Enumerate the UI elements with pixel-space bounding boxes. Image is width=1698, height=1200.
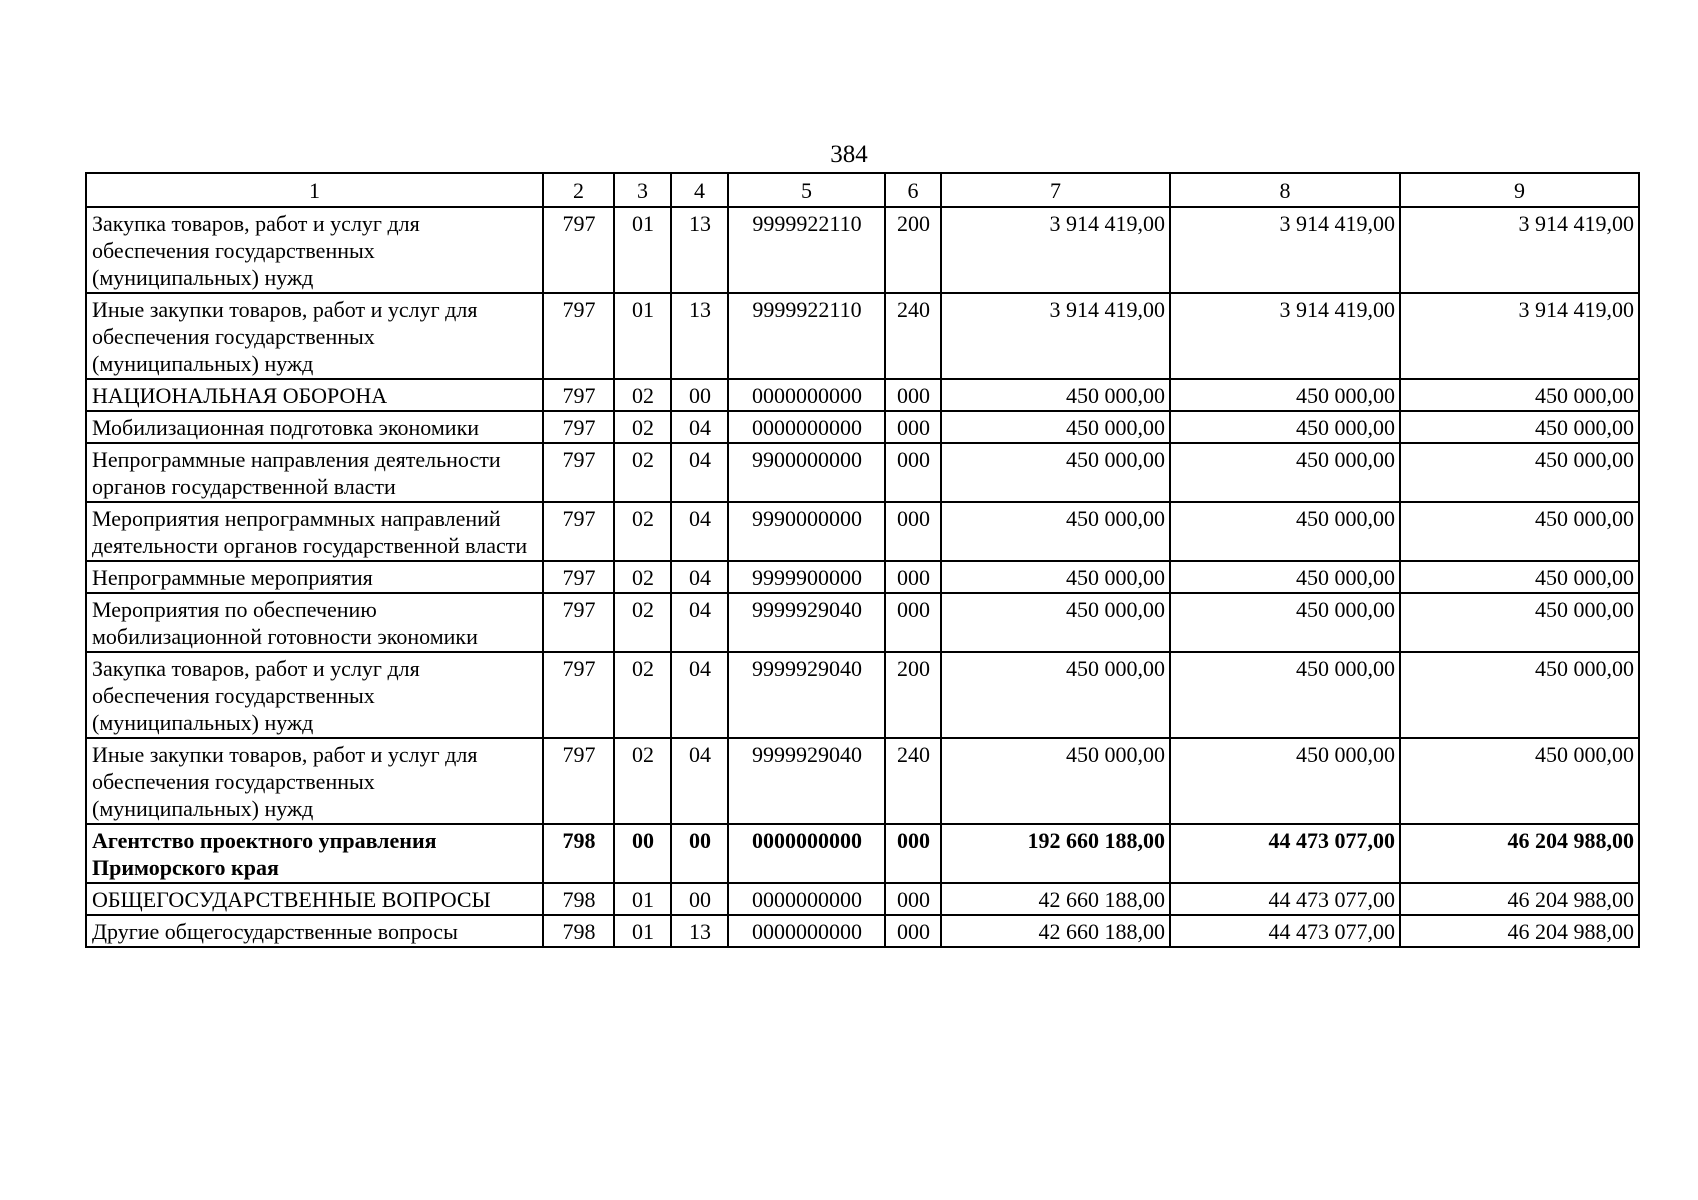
row-code-2: 797 (543, 443, 614, 502)
column-header-5: 5 (728, 173, 885, 207)
row-amount-7: 42 660 188,00 (941, 883, 1170, 915)
row-name: ОБЩЕГОСУДАРСТВЕННЫЕ ВОПРОСЫ (86, 883, 543, 915)
row-code-4: 13 (671, 207, 728, 293)
row-amount-9: 46 204 988,00 (1400, 915, 1639, 947)
column-header-4: 4 (671, 173, 728, 207)
row-amount-7: 450 000,00 (941, 502, 1170, 561)
row-code-2: 798 (543, 824, 614, 883)
row-code-5: 9900000000 (728, 443, 885, 502)
row-code-5: 9999922110 (728, 293, 885, 379)
row-name: Непрограммные мероприятия (86, 561, 543, 593)
budget-table (85, 172, 1640, 948)
row-amount-8: 450 000,00 (1170, 443, 1400, 502)
row-amount-9: 450 000,00 (1400, 593, 1639, 652)
table-row (86, 593, 1639, 652)
row-amount-8: 450 000,00 (1170, 379, 1400, 411)
row-code-4: 04 (671, 411, 728, 443)
column-header-3: 3 (614, 173, 671, 207)
row-code-4: 04 (671, 652, 728, 738)
row-amount-8: 3 914 419,00 (1170, 293, 1400, 379)
column-header-9: 9 (1400, 173, 1639, 207)
row-amount-9: 450 000,00 (1400, 652, 1639, 738)
row-code-5: 0000000000 (728, 883, 885, 915)
row-amount-7: 450 000,00 (941, 593, 1170, 652)
row-code-2: 797 (543, 652, 614, 738)
row-amount-7: 450 000,00 (941, 738, 1170, 824)
row-code-2: 797 (543, 379, 614, 411)
row-code-6: 000 (885, 824, 941, 883)
row-amount-7: 3 914 419,00 (941, 207, 1170, 293)
row-code-6: 000 (885, 915, 941, 947)
row-name: Мобилизационная подготовка экономики (86, 411, 543, 443)
row-name: Закупка товаров, работ и услуг для обеспечения государственных (муниципальных) нужд (86, 207, 543, 293)
row-code-6: 240 (885, 738, 941, 824)
row-code-2: 797 (543, 502, 614, 561)
row-name: Мероприятия по обеспечению мобилизационной готовности экономики (86, 593, 543, 652)
row-amount-7: 450 000,00 (941, 561, 1170, 593)
row-amount-9: 450 000,00 (1400, 502, 1639, 561)
row-code-6: 000 (885, 561, 941, 593)
row-code-2: 798 (543, 915, 614, 947)
table-row (86, 561, 1639, 593)
row-code-2: 797 (543, 593, 614, 652)
column-number-row (86, 173, 1639, 207)
row-amount-7: 192 660 188,00 (941, 824, 1170, 883)
row-code-3: 02 (614, 561, 671, 593)
row-code-3: 01 (614, 207, 671, 293)
row-amount-8: 3 914 419,00 (1170, 207, 1400, 293)
row-name: Иные закупки товаров, работ и услуг для обеспечения государственных (муниципальных) нужд (86, 293, 543, 379)
row-code-2: 797 (543, 411, 614, 443)
row-code-3: 00 (614, 824, 671, 883)
row-code-6: 240 (885, 293, 941, 379)
row-code-6: 000 (885, 411, 941, 443)
row-amount-9: 450 000,00 (1400, 411, 1639, 443)
column-header-2: 2 (543, 173, 614, 207)
row-code-4: 04 (671, 443, 728, 502)
row-name: Мероприятия непрограммных направлений деятельности органов государственной власти (86, 502, 543, 561)
table-row (86, 293, 1639, 379)
row-code-3: 01 (614, 915, 671, 947)
row-code-3: 01 (614, 883, 671, 915)
table-row (86, 443, 1639, 502)
row-name: Агентство проектного управления Приморского края (86, 824, 543, 883)
row-amount-8: 450 000,00 (1170, 593, 1400, 652)
row-code-4: 04 (671, 593, 728, 652)
row-code-3: 02 (614, 411, 671, 443)
row-code-4: 13 (671, 915, 728, 947)
row-amount-9: 450 000,00 (1400, 443, 1639, 502)
column-header-1: 1 (86, 173, 543, 207)
row-amount-7: 450 000,00 (941, 443, 1170, 502)
row-amount-9: 3 914 419,00 (1400, 207, 1639, 293)
row-code-2: 797 (543, 738, 614, 824)
row-amount-7: 3 914 419,00 (941, 293, 1170, 379)
row-amount-9: 46 204 988,00 (1400, 824, 1639, 883)
row-amount-7: 450 000,00 (941, 411, 1170, 443)
row-code-6: 000 (885, 379, 941, 411)
row-code-3: 02 (614, 379, 671, 411)
row-code-4: 00 (671, 824, 728, 883)
row-amount-7: 450 000,00 (941, 652, 1170, 738)
table-row (86, 502, 1639, 561)
row-code-4: 00 (671, 379, 728, 411)
row-amount-9: 3 914 419,00 (1400, 293, 1639, 379)
row-code-5: 9999922110 (728, 207, 885, 293)
row-code-5: 0000000000 (728, 379, 885, 411)
row-code-5: 9999929040 (728, 593, 885, 652)
row-code-6: 200 (885, 207, 941, 293)
row-code-4: 00 (671, 883, 728, 915)
row-name: Закупка товаров, работ и услуг для обеспечения государственных (муниципальных) нужд (86, 652, 543, 738)
row-code-5: 0000000000 (728, 411, 885, 443)
table-row (86, 738, 1639, 824)
row-code-3: 02 (614, 593, 671, 652)
row-code-5: 9999929040 (728, 738, 885, 824)
row-amount-7: 42 660 188,00 (941, 915, 1170, 947)
row-amount-8: 450 000,00 (1170, 652, 1400, 738)
table-row (86, 652, 1639, 738)
table-row (86, 411, 1639, 443)
row-code-4: 04 (671, 561, 728, 593)
row-amount-8: 44 473 077,00 (1170, 915, 1400, 947)
table-row (86, 207, 1639, 293)
row-code-5: 9999900000 (728, 561, 885, 593)
row-amount-8: 44 473 077,00 (1170, 824, 1400, 883)
row-code-2: 797 (543, 561, 614, 593)
row-code-2: 798 (543, 883, 614, 915)
column-header-6: 6 (885, 173, 941, 207)
row-code-4: 04 (671, 502, 728, 561)
row-amount-8: 450 000,00 (1170, 738, 1400, 824)
row-code-6: 000 (885, 593, 941, 652)
row-code-5: 0000000000 (728, 824, 885, 883)
row-code-6: 200 (885, 652, 941, 738)
row-code-3: 02 (614, 443, 671, 502)
column-header-8: 8 (1170, 173, 1400, 207)
row-code-3: 02 (614, 652, 671, 738)
row-amount-9: 46 204 988,00 (1400, 883, 1639, 915)
row-name: Другие общегосударственные вопросы (86, 915, 543, 947)
table-row (86, 883, 1639, 915)
row-amount-9: 450 000,00 (1400, 561, 1639, 593)
row-amount-8: 44 473 077,00 (1170, 883, 1400, 915)
row-code-6: 000 (885, 502, 941, 561)
row-code-3: 01 (614, 293, 671, 379)
budget-table-body (86, 207, 1639, 947)
row-code-3: 02 (614, 738, 671, 824)
row-amount-8: 450 000,00 (1170, 502, 1400, 561)
row-amount-9: 450 000,00 (1400, 379, 1639, 411)
row-amount-8: 450 000,00 (1170, 561, 1400, 593)
row-name: Непрограммные направления деятельности органов государственной власти (86, 443, 543, 502)
row-amount-8: 450 000,00 (1170, 411, 1400, 443)
row-code-4: 13 (671, 293, 728, 379)
row-code-2: 797 (543, 293, 614, 379)
row-amount-9: 450 000,00 (1400, 738, 1639, 824)
row-name: НАЦИОНАЛЬНАЯ ОБОРОНА (86, 379, 543, 411)
row-code-4: 04 (671, 738, 728, 824)
table-row (86, 915, 1639, 947)
row-code-5: 9999929040 (728, 652, 885, 738)
row-code-5: 0000000000 (728, 915, 885, 947)
table-row (86, 824, 1639, 883)
column-header-7: 7 (941, 173, 1170, 207)
row-name: Иные закупки товаров, работ и услуг для обеспечения государственных (муниципальных) нужд (86, 738, 543, 824)
page-number: 384 (830, 141, 868, 168)
row-code-6: 000 (885, 443, 941, 502)
row-code-5: 9990000000 (728, 502, 885, 561)
row-code-2: 797 (543, 207, 614, 293)
row-code-6: 000 (885, 883, 941, 915)
table-row (86, 379, 1639, 411)
row-amount-7: 450 000,00 (941, 379, 1170, 411)
row-code-3: 02 (614, 502, 671, 561)
